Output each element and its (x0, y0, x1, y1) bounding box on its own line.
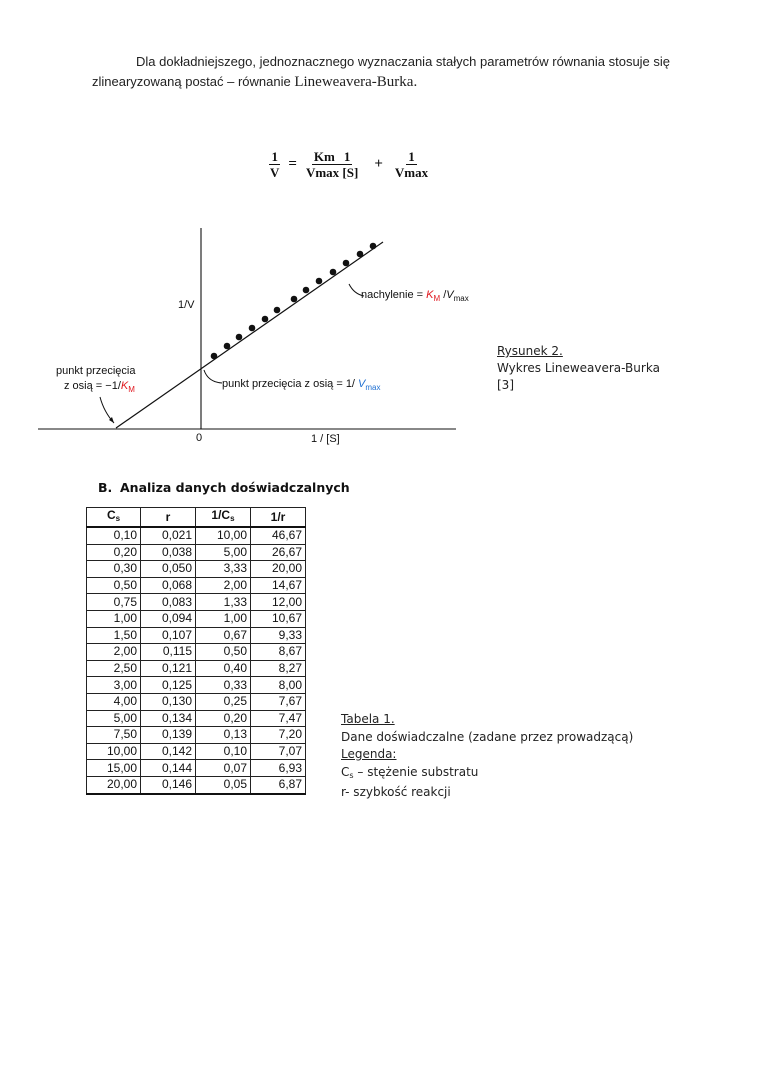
table-row (87, 594, 306, 611)
formula-term1-one: 1 (343, 148, 351, 164)
origin-label: 0 (196, 432, 203, 444)
formula-term1-numerator (312, 149, 352, 165)
table-row (87, 710, 306, 727)
table-cell: 0,094 (141, 610, 196, 627)
formula-lhs-numerator: 1 (271, 148, 278, 164)
table-caption (341, 711, 671, 802)
section-letter: B. (98, 480, 113, 495)
table-cell: 0,144 (141, 760, 196, 777)
figure-caption-line-2: [3] (497, 378, 514, 392)
legend-title: Legenda: (341, 747, 397, 761)
data-point (291, 296, 298, 303)
data-point (236, 334, 243, 341)
data-point (357, 251, 364, 258)
data-point (249, 325, 256, 332)
table-cell: 0,134 (141, 710, 196, 727)
column-header-inv-cs: $1/C_s$ (196, 508, 251, 528)
x-intercept-annotation-line-1: punkt przecięcia (56, 365, 136, 377)
table-cell: 0,10 (87, 527, 141, 544)
data-point (262, 316, 269, 323)
table-row (87, 760, 306, 777)
table-cell: 0,10 (196, 743, 251, 760)
table-cell: 8,27 (251, 660, 306, 677)
table-cell: 7,07 (251, 743, 306, 760)
table-cell: 14,67 (251, 577, 306, 594)
table-cell: 6,93 (251, 760, 306, 777)
column-header-r: r (141, 508, 196, 528)
table-row (87, 776, 306, 793)
table-cell: 12,00 (251, 594, 306, 611)
x-axis-label: 1 / [S] (311, 433, 340, 445)
table-cell: 1,00 (196, 610, 251, 627)
table-body (87, 527, 306, 794)
formula-lhs-denominator: V (270, 164, 280, 180)
table-caption-line-1: Dane doświadczalne (zadane przez prowadzącą) (341, 729, 634, 744)
lineweaver-burk-graph (38, 222, 478, 457)
table-cell: 0,021 (141, 527, 196, 544)
table-cell: 20,00 (87, 776, 141, 793)
formula-lhs (268, 149, 281, 180)
table-cell: 5,00 (196, 544, 251, 561)
table-cell: 0,139 (141, 727, 196, 744)
table-cell: 0,25 (196, 693, 251, 710)
table-cell: 7,67 (251, 693, 306, 710)
intro-line-1: Dla dokładniejszego, jednoznacznego wyznaczania stałych parametrów równania stosuje się (136, 54, 671, 69)
table-cell: 0,050 (141, 561, 196, 578)
data-point (316, 278, 323, 285)
table-cell: 8,67 (251, 644, 306, 661)
table-cell: 1,33 (196, 594, 251, 611)
table-cell: 26,67 (251, 544, 306, 561)
legend-cs: $C_s$ – stężenie substratu (341, 764, 479, 780)
formula-term2 (393, 149, 430, 180)
lineweaver-burk-name: Lineweavera-Burka. (294, 74, 418, 90)
table-cell: 0,30 (87, 561, 141, 578)
table-row (87, 644, 306, 661)
table-cell: 7,20 (251, 727, 306, 744)
table-cell: 0,20 (87, 544, 141, 561)
table-cell: 7,47 (251, 710, 306, 727)
table-cell: 0,121 (141, 660, 196, 677)
table-cell: 10,67 (251, 610, 306, 627)
data-point (224, 343, 231, 350)
column-header-inv-r: 1/r (251, 508, 306, 528)
table-cell: 0,50 (87, 577, 141, 594)
section-heading (98, 480, 350, 495)
y-axis-label: 1/V (178, 299, 195, 311)
table-header-row (87, 508, 306, 528)
table-cell: 0,068 (141, 577, 196, 594)
table-row (87, 727, 306, 744)
figure-caption-title: Rysunek 2. (497, 344, 563, 358)
section-title: Analiza danych doświadczalnych (120, 480, 350, 495)
table-cell: 10,00 (196, 527, 251, 544)
data-point (343, 260, 350, 267)
table-cell: 0,142 (141, 743, 196, 760)
table-cell: 0,115 (141, 644, 196, 661)
y-intercept-annotation: punkt przecięcia z osią = 1/ $V_{max}$ (222, 378, 381, 392)
table-row (87, 544, 306, 561)
table-caption-title: Tabela 1. (341, 712, 395, 726)
formula-term2-denominator: Vmax (394, 164, 429, 180)
y-intercept-arrow (204, 370, 222, 383)
table-cell: 0,20 (196, 710, 251, 727)
table-cell: 0,146 (141, 776, 196, 793)
table-row (87, 693, 306, 710)
table-cell: 1,00 (87, 610, 141, 627)
table-cell: 0,40 (196, 660, 251, 677)
figure-caption (497, 343, 697, 394)
data-point (211, 353, 218, 360)
table-cell: 1,50 (87, 627, 141, 644)
table-cell: 4,00 (87, 693, 141, 710)
formula-plus: + (374, 155, 383, 172)
table-cell: 2,50 (87, 660, 141, 677)
table-row (87, 660, 306, 677)
table-cell: 5,00 (87, 710, 141, 727)
data-point (303, 287, 310, 294)
table-cell: 0,05 (196, 776, 251, 793)
table-row (87, 610, 306, 627)
figure-caption-line-1: Wykres Lineweavera-Burka (497, 361, 660, 375)
table-row (87, 577, 306, 594)
table-row (87, 743, 306, 760)
x-intercept-annotation-line-2: z osią = $-1/K_M$ (64, 380, 135, 394)
regression-line (116, 242, 383, 428)
data-points (211, 243, 377, 360)
table-cell: 0,125 (141, 677, 196, 694)
table-cell: 2,00 (87, 644, 141, 661)
table-cell: 0,130 (141, 693, 196, 710)
table-cell: 20,00 (251, 561, 306, 578)
formula-term2-numerator: 1 (408, 148, 415, 164)
table-cell: 6,87 (251, 776, 306, 793)
table-cell: 46,67 (251, 527, 306, 544)
table-row (87, 627, 306, 644)
intro-line-2-prefix: zlinearyzowaną postać – równanie (92, 74, 295, 89)
table-cell: 0,50 (196, 644, 251, 661)
table-cell: 0,07 (196, 760, 251, 777)
slope-annotation: nachylenie = $K_M$ $/V_{max}$ (361, 289, 469, 303)
formula-term1-denominator: Vmax [S] (305, 164, 359, 180)
table-row (87, 677, 306, 694)
legend-r: r- szybkość reakcji (341, 785, 451, 799)
table-cell: 0,33 (196, 677, 251, 694)
intro-paragraph (92, 52, 692, 92)
table-row (87, 561, 306, 578)
table-cell: 0,083 (141, 594, 196, 611)
table-cell: 9,33 (251, 627, 306, 644)
table-cell: 3,33 (196, 561, 251, 578)
intro-line-2 (92, 72, 692, 92)
lineweaver-burk-equation (268, 146, 430, 182)
experimental-data-table (86, 507, 306, 795)
table-cell: 10,00 (87, 743, 141, 760)
formula-km: Km (313, 148, 335, 164)
data-point (274, 307, 281, 314)
table-cell: 15,00 (87, 760, 141, 777)
graph-svg (38, 222, 478, 452)
table-cell: 0,107 (141, 627, 196, 644)
data-point (330, 269, 337, 276)
table-cell: 0,13 (196, 727, 251, 744)
table-cell: 2,00 (196, 577, 251, 594)
column-header-cs: $C_s$ (87, 508, 141, 528)
table-cell: 0,75 (87, 594, 141, 611)
table-cell: 0,038 (141, 544, 196, 561)
table-row (87, 527, 306, 544)
table-cell: 8,00 (251, 677, 306, 694)
table-cell: 3,00 (87, 677, 141, 694)
formula-equals: = (288, 155, 297, 172)
table-cell: 0,67 (196, 627, 251, 644)
table-cell: 7,50 (87, 727, 141, 744)
data-point (370, 243, 377, 250)
formula-term1 (304, 149, 360, 180)
